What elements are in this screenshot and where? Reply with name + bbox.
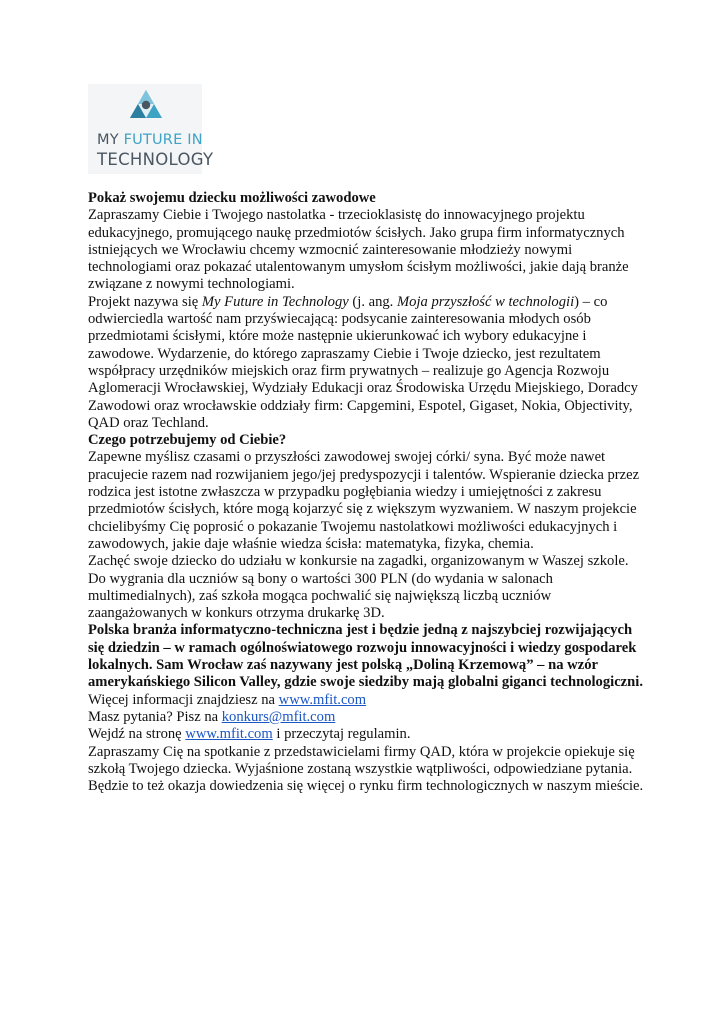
project-name-italic: My Future in Technology <box>201 293 349 310</box>
logo-text-line1 <box>97 133 203 148</box>
triangle-logo-icon <box>128 88 164 128</box>
logo-text-future: FUTURE IN <box>123 132 203 148</box>
project-text-c: (j. ang. <box>348 293 397 310</box>
more-info-text: Więcej informacji znajdziesz na <box>88 691 279 708</box>
logo <box>88 84 214 174</box>
paragraph-project <box>88 294 648 432</box>
heading-show-child: Pokaż swojemu dziecku możliwości zawodowe <box>88 190 376 206</box>
paragraph-future-career: Zapewne myślisz czasami o przyszłości zawodowej swojej córki/ syna. Być może nawet pracujecie razem nad rozwijaniem jego/jej predyspozycji i talentów. Wspieranie dziecka przez rodzica jest istotne zwłaszcza w przypadku pogłębiania wiedzy i umiejętności z zakresu przedmiotów ścisłych, które mogą kojarzyć się z większym wyzwaniem. W naszym projekcie chcielibyśmy Cię poprosić o pokazanie Twojemu nastolatkowi możliwości edukacyjnych i zawodowych, jakie daje właśnie wiedza ścisła: matematyka, fizyka, chemia. <box>88 449 640 552</box>
paragraph-invitation: Zapraszamy Ciebie i Twojego nastolatka - trzecioklasistę do innowacyjnego projektu edukacyjnego, promującego naukę przedmiotów ścisłych. Jako grupa firm informatycznych istniejących we Wrocławiu chcemy wzmocnić zainteresowanie młodzieży nowymi technologiami oraz pokazać utalentowanym umysłom ścisłym możliwości, jakie dają branże związane z nowymi technologiami. <box>88 207 629 293</box>
project-translation-italic: Moja przyszłość w technologii <box>396 293 575 310</box>
paragraph-meeting: Zapraszamy Cię na spotkanie z przedstawicielami firmy QAD, która w projekcie opiekuje się szkołą Twojego dziecka. Wyjaśnione zostaną wszystkie wątpliwości, odpowiedziane pytania. Będzie to też okazja dowiedzenia się więcej o rynku firm technologicznych w naszym mieście. <box>88 743 644 795</box>
project-text-e: ) – co odwierciedla wartość nam przyświecającą: podsycanie zainteresowania młodych osób przedmiotami ścisłymi, które może następnie ukierunkować ich wybory edukacyjne i zawodowe. Wydarzenie, do którego zapraszamy Ciebie i Twoje dziecko, jest rezultatem współpracy urzędników miejskich oraz firm prywatnych – realizuje go Agencja Rozwoju Aglomeracji Wrocławskiej, Wydziały Edukacji oraz Środowiska Urzędu Miejskiego, Doradcy Zawodowi oraz wrocławskie oddziały firm: Capgemini, Espotel, Gigaset, Nokia, Objectivity, QAD oraz Techland. <box>88 293 638 431</box>
paragraph-more-info <box>88 692 648 709</box>
website-link[interactable]: www.mfit.com <box>278 691 367 708</box>
website-link-rules[interactable]: www.mfit.com <box>185 726 273 743</box>
paragraph-visit <box>88 726 648 743</box>
email-link[interactable]: konkurs@mfit.com <box>221 708 336 725</box>
paragraph-contest: Zachęć swoje dziecko do udziału w konkursie na zagadki, organizowanym w Waszej szkole. Do wygrania dla uczniów są bony o wartości 300 PLN (do wydania w salonach multimedialnych), zaś szkoła mogąca pochwalić się największą liczbą uczniów zaangażowanych w konkurs otrzyma drukarkę 3D. <box>88 553 629 622</box>
questions-text: Masz pytania? Pisz na <box>88 708 222 725</box>
logo-text-line2: TECHNOLOGY <box>97 150 214 169</box>
visit-text: Wejdź na stronę <box>88 726 186 743</box>
heading-what-we-need: Czego potrzebujemy od Ciebie? <box>88 432 287 449</box>
paragraph-industry-bold: Polska branża informatyczno-techniczna jest i będzie jedną z najszybciej rozwijających się dziedzin – w ramach ogólnoświatowego rozwoju innowacyjności i wiedzy gospodarek lokalnych. Sam Wrocław zaś nazywany jest polską „Doliną Krzemową” – na wzór amerykańskiego Silicon Valley, gdzie swoje siedziby mają globalni giganci technologiczni. <box>88 622 643 691</box>
visit-suffix-text: i przeczytaj regulamin. <box>272 726 411 743</box>
paragraph-questions <box>88 709 648 726</box>
document-body <box>88 190 648 795</box>
project-text-a: Projekt nazywa się <box>88 293 202 310</box>
logo-text-my: MY <box>97 132 124 148</box>
